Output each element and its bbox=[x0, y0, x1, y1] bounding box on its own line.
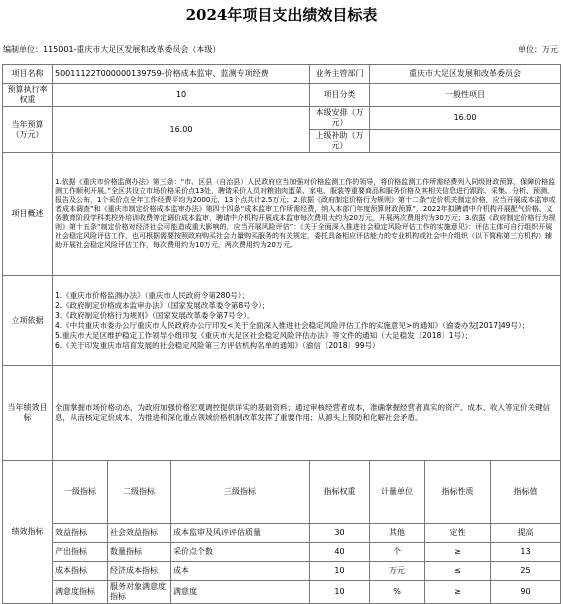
category-value: 一般性项目 bbox=[370, 84, 561, 107]
weight-value: 10 bbox=[53, 84, 310, 107]
indicator-header: 一级指标 bbox=[53, 461, 108, 524]
indicator-value: 提高 bbox=[491, 524, 561, 543]
goal-label: 当年绩效目标 bbox=[3, 366, 53, 461]
money-unit: 单位：万元 bbox=[518, 45, 558, 54]
indicator-value: 25 bbox=[491, 562, 561, 581]
page-title: 2024年项目支出绩效目标表 bbox=[185, 6, 378, 24]
indicator-header: 计量单位 bbox=[370, 461, 425, 524]
indicator-weight: 10 bbox=[310, 562, 370, 581]
basis-label: 立项依据 bbox=[3, 276, 53, 366]
unit-code-value: 115001-重庆市大足区发展和改革委员会（本级） bbox=[43, 45, 221, 54]
indicator-unit: 万元 bbox=[370, 562, 425, 581]
indicator-unit: 个 bbox=[370, 543, 425, 562]
basis-line: 1.《重庆市价格监测办法》（重庆市人民政府令第280号）； bbox=[55, 290, 249, 300]
indicator-row bbox=[3, 581, 561, 604]
project-name-label: 项目名称 bbox=[3, 65, 53, 84]
indicator-level2: 经济成本指标 bbox=[108, 562, 171, 581]
indicator-row bbox=[3, 524, 561, 543]
basis-line: 3.《政府制定价格行为规则》（国家发展改革委令第7号令）。 bbox=[55, 310, 255, 320]
indicator-nature: ≥ bbox=[425, 581, 491, 604]
basis-line: 4.《中共重庆市委办公厅重庆市人民政府办公厅印发<关于全面深入推进社会稳定风险评估工作的实施意见>的通知》（渝委办发[2017]49号）； bbox=[55, 320, 530, 330]
indicator-value: 13 bbox=[491, 543, 561, 562]
project-name-value: 50011122T000000139759-价格成本监审、监测专项经费 bbox=[53, 65, 310, 84]
weight-label: 预算执行率权重 bbox=[3, 84, 53, 107]
indicator-level2: 社会效益指标 bbox=[108, 524, 171, 543]
indicator-level3: 成本 bbox=[171, 562, 310, 581]
performance-table bbox=[2, 64, 561, 604]
indicator-header: 三级指标 bbox=[171, 461, 310, 524]
indicators-label: 绩效指标 bbox=[3, 461, 53, 604]
indicator-level1: 效益指标 bbox=[53, 524, 108, 543]
overview-label: 项目概述 bbox=[3, 153, 53, 276]
dept-value: 重庆市大足区发展和改革委员会 bbox=[370, 65, 561, 84]
indicator-header: 指标值 bbox=[491, 461, 561, 524]
indicator-level2: 数量指标 bbox=[108, 543, 171, 562]
unit-code-label: 编制单位： bbox=[3, 45, 43, 54]
own-value: 16.00 bbox=[370, 107, 561, 130]
indicator-value: 90 bbox=[491, 581, 561, 604]
indicator-level3: 满意度 bbox=[171, 581, 310, 604]
indicator-level1: 满意度指标 bbox=[53, 581, 108, 604]
indicator-level1: 成本指标 bbox=[53, 562, 108, 581]
indicator-level3: 成本监审及风评评估质量 bbox=[171, 524, 310, 543]
goal-text: 全面掌握市场价格动态，为政府加强价格宏观调控提供详实的基础资料；通过审核经营者成本，准确掌握经营者真实的资产、成本、收入等定价关键信息，从而核定定价成本，为推进和深化重点领域价格机制改革发挥了重要作用；从源头上预防和化解社会矛盾。 bbox=[53, 366, 561, 461]
dept-label: 业务主管部门 bbox=[310, 65, 370, 84]
category-label: 项目分类 bbox=[310, 84, 370, 107]
indicator-row bbox=[3, 543, 561, 562]
indicator-header: 二级指标 bbox=[108, 461, 171, 524]
upper-label: 上级补助（万元） bbox=[310, 130, 370, 153]
indicator-nature: 定性 bbox=[425, 524, 491, 543]
indicator-weight: 10 bbox=[310, 581, 370, 604]
basis-list bbox=[53, 276, 561, 366]
budget-label: 当年预算（万元） bbox=[3, 107, 53, 153]
indicator-level3: 采价点个数 bbox=[171, 543, 310, 562]
indicator-level1: 产出指标 bbox=[53, 543, 108, 562]
indicator-row bbox=[3, 562, 561, 581]
overview-text: 1.依据《重庆市价格监测办法》第三条：“市、区县（自治县）人民政府应当加强对价格监测工作的领导，将价格监测工作所需经费列入同级财政预算，保障价格监测工作顺利开展。”全区共设立市场价格采价点13处，聘请采价人员对粮油肉蛋菜、家电、服装等重要商品和服务价格及其相关信息进行跟踪、采集、分析、预测、报告及公布，1个采价点全年工作经费平均为2000元，13个点共计2.5万元；2.依据《政府制定价格行为规则》第十二条“定价机关制定价格，应当开展成本监审或者成本调查”和《重庆市制定价格成本监审办法》第四十四条“成本监审工作所需经费，纳入本部门年度预算财政预算”，2022年拟聘请中介机构开展配气价格、义务教育阶段学科类校外培训收费等定调价成本监审，聘请中介机构开展成本监审每次费用大约为20万元，开展两次费用约为30万元；3.依据《政府制定价格行为规则》第十五条“制定价格对经济社会可能造成重大影响的，应当开展风险评估”：《关于全面深入推进社会稳定风险评估工作的实施意见》：评估主体可自行组织开展社会稳定风险评估工作，也可根据需要按照政府购买社会力量购买服务的有关规定，委托具备相应评估能力的专业机构或社会中介组织（以下简称第三方机构）辅助开展社会稳定风险评估工作，每次费用约为10万元，两次费用约为20万元。 bbox=[53, 153, 561, 276]
indicator-unit: % bbox=[370, 581, 425, 604]
unit-code-line bbox=[3, 42, 220, 58]
indicator-unit: 其他 bbox=[370, 524, 425, 543]
indicator-nature: ≥ bbox=[425, 543, 491, 562]
basis-line: 6.《关于印发重庆市培育发展的社会稳定风险第三方评估机构名单的通知》（渝信〔2018〕99号） bbox=[55, 340, 380, 350]
budget-value: 16.00 bbox=[53, 107, 310, 153]
indicator-weight: 40 bbox=[310, 543, 370, 562]
own-label: 本级安排（万元） bbox=[310, 107, 370, 130]
indicator-level2: 服务对象满意度指标 bbox=[108, 581, 171, 604]
indicator-header: 指标权重 bbox=[310, 461, 370, 524]
indicator-weight: 30 bbox=[310, 524, 370, 543]
indicator-nature: ≤ bbox=[425, 562, 491, 581]
indicator-header: 指标性质 bbox=[425, 461, 491, 524]
upper-value bbox=[370, 130, 561, 153]
basis-line: 5.重庆市大足区维护稳定工作领导小组印发《重庆市大足区社会稳定风险评估办法》等文件的通知（大足稳发〔2018〕1号）； bbox=[55, 330, 473, 340]
basis-line: 2.《政府制定价格成本监审办法》（国家发展改革委令第8号令）； bbox=[55, 300, 270, 310]
